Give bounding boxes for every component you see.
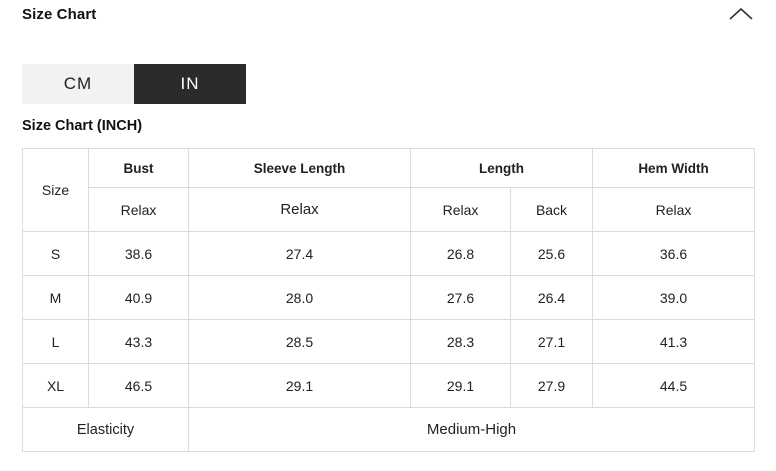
cell-bust: 43.3 — [89, 320, 189, 364]
elasticity-value: Medium-High — [189, 408, 755, 452]
cell-size: S — [23, 232, 89, 276]
subheader-length-back: Back — [511, 188, 593, 232]
table-row — [23, 232, 755, 276]
cell-bust: 38.6 — [89, 232, 189, 276]
subheader-sleeve-relax: Relax — [189, 188, 411, 232]
table-header-row-subs — [23, 188, 755, 232]
header-bust: Bust — [89, 149, 189, 188]
size-table — [22, 148, 755, 452]
cell-hem: 41.3 — [593, 320, 755, 364]
cell-sleeve: 28.0 — [189, 276, 411, 320]
cell-sleeve: 27.4 — [189, 232, 411, 276]
cell-length: 28.3 — [411, 320, 511, 364]
header-length: Length — [411, 149, 593, 188]
header-sleeve-length: Sleeve Length — [189, 149, 411, 188]
cell-size: XL — [23, 364, 89, 408]
table-row — [23, 364, 755, 408]
size-table-wrapper — [22, 148, 754, 452]
cell-bust: 40.9 — [89, 276, 189, 320]
unit-tab-group — [22, 64, 246, 104]
cell-hem: 39.0 — [593, 276, 755, 320]
chevron-up-icon[interactable] — [728, 1, 754, 27]
cell-size: L — [23, 320, 89, 364]
table-row — [23, 276, 755, 320]
tab-cm[interactable]: CM — [22, 64, 134, 104]
cell-sleeve: 29.1 — [189, 364, 411, 408]
cell-size: M — [23, 276, 89, 320]
elasticity-label: Elasticity — [23, 408, 189, 452]
table-header-row-groups — [23, 149, 755, 188]
cell-length: 29.1 — [411, 364, 511, 408]
header-hem-width: Hem Width — [593, 149, 755, 188]
subheader-hem-relax: Relax — [593, 188, 755, 232]
table-row — [23, 320, 755, 364]
cell-back: 26.4 — [511, 276, 593, 320]
cell-back: 27.9 — [511, 364, 593, 408]
cell-back: 25.6 — [511, 232, 593, 276]
table-title: Size Chart (INCH) — [22, 118, 143, 134]
subheader-bust-relax: Relax — [89, 188, 189, 232]
cell-sleeve: 28.5 — [189, 320, 411, 364]
cell-hem: 44.5 — [593, 364, 755, 408]
cell-length: 27.6 — [411, 276, 511, 320]
header-size: Size — [23, 149, 89, 232]
tab-in[interactable]: IN — [134, 64, 246, 104]
cell-hem: 36.6 — [593, 232, 755, 276]
cell-back: 27.1 — [511, 320, 593, 364]
cell-bust: 46.5 — [89, 364, 189, 408]
cell-length: 26.8 — [411, 232, 511, 276]
panel-header — [22, 0, 754, 28]
page-title: Size Chart — [22, 5, 97, 23]
elasticity-row — [23, 408, 755, 452]
subheader-length-relax: Relax — [411, 188, 511, 232]
